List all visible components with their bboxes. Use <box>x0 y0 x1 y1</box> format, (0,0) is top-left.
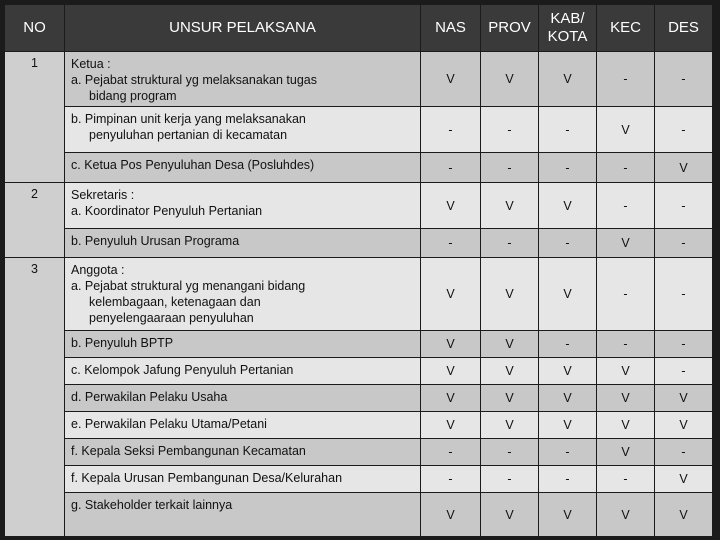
table-row <box>5 331 713 358</box>
mark-kab: - <box>539 107 597 153</box>
row-line-indent: kelembagaan, ketenagaan dan <box>89 295 261 309</box>
mark-prov: - <box>481 466 539 493</box>
mark-des: V <box>655 153 713 183</box>
mark-kec: - <box>597 183 655 229</box>
mark-prov: - <box>481 439 539 466</box>
row-description <box>65 52 421 107</box>
mark-prov: - <box>481 229 539 258</box>
row-line: b. Penyuluh BPTP <box>71 336 174 350</box>
mark-kab: - <box>539 153 597 183</box>
mark-des: - <box>655 52 713 107</box>
row-line: c. Ketua Pos Penyuluhan Desa (Posluhdes) <box>71 158 315 172</box>
table-row <box>5 183 713 229</box>
table-row <box>5 52 713 107</box>
row-line: Anggota : <box>71 263 125 277</box>
mark-prov: V <box>481 385 539 412</box>
mark-kec: - <box>597 52 655 107</box>
mark-des: - <box>655 439 713 466</box>
table-row <box>5 358 713 385</box>
mark-nas: - <box>421 229 481 258</box>
group-number: 3 <box>5 258 65 537</box>
mark-prov: V <box>481 412 539 439</box>
mark-des: V <box>655 466 713 493</box>
mark-nas: V <box>421 493 481 537</box>
mark-des: - <box>655 258 713 331</box>
mark-nas: - <box>421 107 481 153</box>
header-no: NO <box>5 5 65 52</box>
mark-nas: V <box>421 331 481 358</box>
group-number: 2 <box>5 183 65 258</box>
mark-des: - <box>655 229 713 258</box>
mark-kab: V <box>539 52 597 107</box>
row-description <box>65 439 421 466</box>
mark-des: V <box>655 385 713 412</box>
row-line: e. Perwakilan Pelaku Utama/Petani <box>71 417 267 431</box>
mark-nas: V <box>421 412 481 439</box>
row-description <box>65 385 421 412</box>
table-row <box>5 229 713 258</box>
row-line: d. Perwakilan Pelaku Usaha <box>71 390 228 404</box>
unsur-pelaksana-table <box>4 4 713 537</box>
row-line: g. Stakeholder terkait lainnya <box>71 498 233 512</box>
row-description <box>65 331 421 358</box>
mark-kab: V <box>539 412 597 439</box>
mark-kab: - <box>539 439 597 466</box>
mark-kab: V <box>539 358 597 385</box>
table-row <box>5 466 713 493</box>
mark-des: - <box>655 107 713 153</box>
header-kota: KOTA <box>547 28 588 45</box>
header-kab-kota <box>539 5 597 52</box>
mark-kec: V <box>597 439 655 466</box>
header-nas: NAS <box>421 5 481 52</box>
table-row <box>5 412 713 439</box>
mark-nas: V <box>421 183 481 229</box>
mark-prov: V <box>481 358 539 385</box>
row-description <box>65 412 421 439</box>
row-description <box>65 493 421 537</box>
mark-prov: V <box>481 52 539 107</box>
table-row <box>5 153 713 183</box>
mark-prov: - <box>481 153 539 183</box>
row-line: a. Koordinator Penyuluh Pertanian <box>71 204 263 218</box>
mark-kec: V <box>597 385 655 412</box>
mark-kec: - <box>597 331 655 358</box>
row-line-indent: penyelengaaraan penyuluhan <box>89 311 254 325</box>
table-row <box>5 439 713 466</box>
mark-kab: - <box>539 466 597 493</box>
mark-kab: - <box>539 331 597 358</box>
mark-kab: - <box>539 229 597 258</box>
row-description <box>65 183 421 229</box>
row-description <box>65 229 421 258</box>
header-kab: KAB/ <box>550 10 585 27</box>
mark-nas: V <box>421 52 481 107</box>
mark-prov: V <box>481 183 539 229</box>
mark-des: V <box>655 493 713 537</box>
table-row <box>5 493 713 537</box>
row-line: a. Pejabat struktural yg melaksanakan tugas <box>71 73 317 87</box>
mark-kec: V <box>597 493 655 537</box>
header-kec: KEC <box>597 5 655 52</box>
mark-nas: V <box>421 358 481 385</box>
mark-prov: - <box>481 107 539 153</box>
row-line-indent: penyuluhan pertanian di kecamatan <box>89 128 288 142</box>
header-unsur: UNSUR PELAKSANA <box>65 5 421 52</box>
row-description <box>65 258 421 331</box>
mark-kec: V <box>597 412 655 439</box>
mark-des: - <box>655 358 713 385</box>
mark-des: - <box>655 331 713 358</box>
mark-kab: V <box>539 183 597 229</box>
mark-nas: - <box>421 153 481 183</box>
mark-nas: - <box>421 466 481 493</box>
row-line-indent: bidang program <box>89 89 177 103</box>
header-prov: PROV <box>481 5 539 52</box>
mark-prov: V <box>481 331 539 358</box>
row-line: a. Pejabat struktural yg menangani bidang <box>71 279 306 293</box>
mark-kec: - <box>597 153 655 183</box>
row-description <box>65 466 421 493</box>
row-description <box>65 153 421 183</box>
row-description <box>65 358 421 385</box>
table-row <box>5 385 713 412</box>
mark-kec: - <box>597 258 655 331</box>
mark-nas: V <box>421 258 481 331</box>
row-line: f. Kepala Seksi Pembangunan Kecamatan <box>71 444 306 458</box>
row-line: c. Kelompok Jafung Penyuluh Pertanian <box>71 363 294 377</box>
mark-des: V <box>655 412 713 439</box>
mark-kab: V <box>539 385 597 412</box>
row-line: Sekretaris : <box>71 188 135 202</box>
mark-nas: V <box>421 385 481 412</box>
mark-des: - <box>655 183 713 229</box>
mark-kec: V <box>597 107 655 153</box>
row-line: f. Kepala Urusan Pembangunan Desa/Kelurahan <box>71 471 343 485</box>
row-line: b. Penyuluh Urusan Programa <box>71 234 240 248</box>
mark-kec: V <box>597 229 655 258</box>
mark-prov: V <box>481 258 539 331</box>
mark-kab: V <box>539 258 597 331</box>
row-line: Ketua : <box>71 57 111 71</box>
mark-kec: - <box>597 466 655 493</box>
header-row <box>5 5 713 52</box>
table-row <box>5 258 713 331</box>
row-line: b. Pimpinan unit kerja yang melaksanakan <box>71 112 306 126</box>
mark-kab: V <box>539 493 597 537</box>
table-row <box>5 107 713 153</box>
header-des: DES <box>655 5 713 52</box>
group-number: 1 <box>5 52 65 183</box>
mark-nas: - <box>421 439 481 466</box>
row-description <box>65 107 421 153</box>
mark-prov: V <box>481 493 539 537</box>
mark-kec: V <box>597 358 655 385</box>
